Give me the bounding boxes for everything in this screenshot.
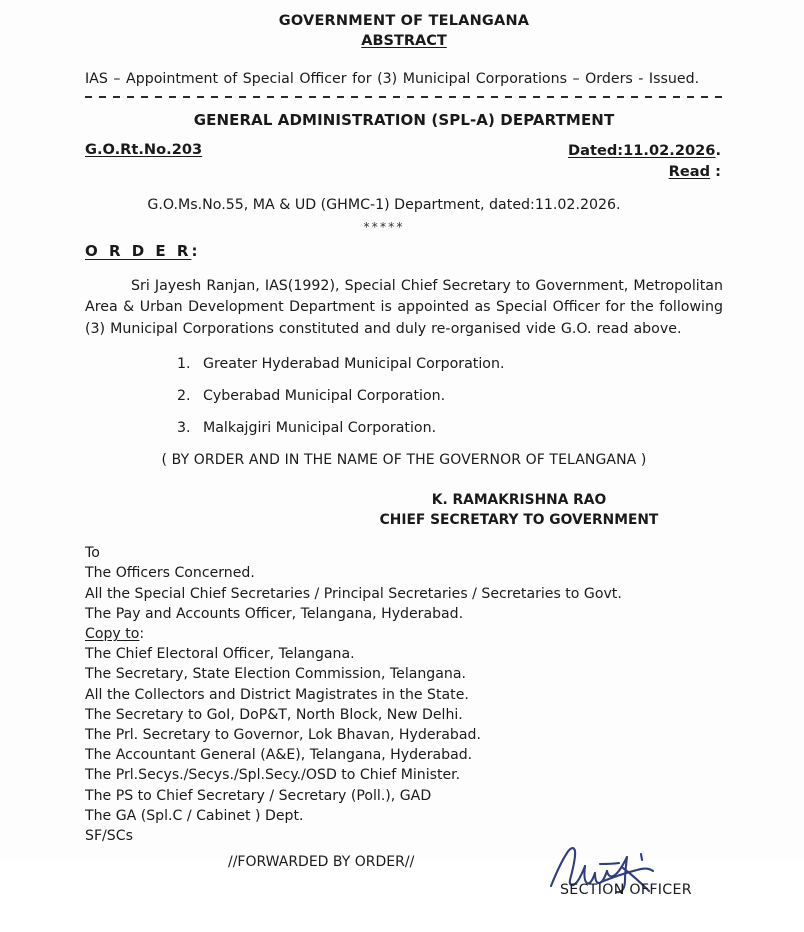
recipient-line: SF/SCs: [85, 828, 133, 845]
recipient-line: The Prl. Secretary to Governor, Lok Bhavan, Hyderabad.: [85, 727, 481, 744]
read-colon: :: [710, 163, 721, 181]
go-number: G.O.Rt.No.203: [85, 141, 203, 159]
recipient-line: The GA (Spl.C / Cabinet ) Dept.: [85, 807, 304, 824]
dated-value: Dated:11.02.2026: [568, 142, 716, 160]
copy-to-colon: :: [139, 626, 145, 643]
read-heading: [568, 162, 721, 183]
order-heading: [85, 242, 723, 260]
recipient-line: All the Collectors and District Magistrates in the State.: [85, 686, 469, 703]
government-title: GOVERNMENT OF TELANGANA: [278, 13, 530, 29]
signatory-name: K. RAMAKRISHNA RAO: [431, 492, 607, 509]
recipient-line: The PS to Chief Secretary / Secretary (Poll.), GAD: [85, 787, 432, 804]
copy-to-heading: [85, 624, 723, 644]
recipient-line: The Officers Concerned.: [85, 565, 255, 582]
list-item: 2. Cyberabad Municipal Corporation.: [195, 386, 723, 407]
star-separator: *****: [363, 218, 405, 234]
document-sheet: [85, 0, 723, 932]
abstract-label: ABSTRACT: [361, 33, 447, 49]
department-heading: GENERAL ADMINISTRATION (SPL-A) DEPARTMENT: [193, 111, 615, 130]
subject-line: IAS – Appointment of Special Officer for (3) Municipal Corporations – Orders - Issued.: [85, 71, 700, 87]
forwarded-by-order: //FORWARDED BY ORDER//: [228, 854, 415, 871]
section-officer-label: SECTION OFFICER: [560, 882, 692, 899]
copy-to-label: Copy to: [85, 626, 140, 643]
recipient-line: The Secretary to GoI, DoP&T, North Block, New Delhi.: [85, 706, 463, 723]
corporation-list: [85, 354, 723, 438]
dashed-divider: [85, 96, 723, 98]
abstract-heading: [85, 33, 723, 49]
go-number-row: [85, 141, 723, 182]
read-reference: G.O.Ms.No.55, MA & UD (GHMC-1) Department, dated:11.02.2026.: [147, 196, 621, 213]
by-order-line: ( BY ORDER AND IN THE NAME OF THE GOVERNOR OF TELANGANA ): [161, 452, 647, 469]
document-footer: [85, 852, 723, 932]
list-item: 3. Malkajgiri Municipal Corporation.: [195, 418, 723, 439]
read-label: Read: [668, 163, 711, 181]
dated-read-block: [568, 141, 723, 182]
dated-line: [568, 141, 721, 162]
recipient-line: The Chief Electoral Officer, Telangana.: [85, 646, 355, 663]
order-paragraph: Sri Jayesh Ranjan, IAS(1992), Special Chief Secretary to Government, Metropolitan Area & Urban Development Department is appointed as Special Officer for the following (3) Municipal Corporations constituted and duly re-organised vide G.O. read above.: [85, 277, 723, 337]
list-item: 1. Greater Hyderabad Municipal Corporation.: [195, 354, 723, 375]
recipient-line: The Accountant General (A&E), Telangana, Hyderabad.: [85, 747, 473, 764]
signatory-designation: CHIEF SECRETARY TO GOVERNMENT: [379, 512, 659, 529]
recipient-line: The Secretary, State Election Commission, Telangana.: [85, 666, 466, 683]
recipient-line: The Pay and Accounts Officer, Telangana, Hyderabad.: [85, 605, 464, 622]
order-heading-text: O R D E R: [85, 241, 192, 260]
to-label: To: [85, 545, 100, 562]
recipient-line: All the Special Chief Secretaries / Principal Secretaries / Secretaries to Govt.: [85, 585, 622, 602]
signature-area: [515, 838, 715, 918]
signatory-block: [85, 490, 723, 530]
dated-period: .: [715, 142, 721, 160]
recipient-line: The Prl.Secys./Secys./Spl.Secy./OSD to Chief Minister.: [85, 767, 461, 784]
distribution-list: [85, 543, 723, 846]
order-heading-colon: :: [191, 241, 198, 260]
